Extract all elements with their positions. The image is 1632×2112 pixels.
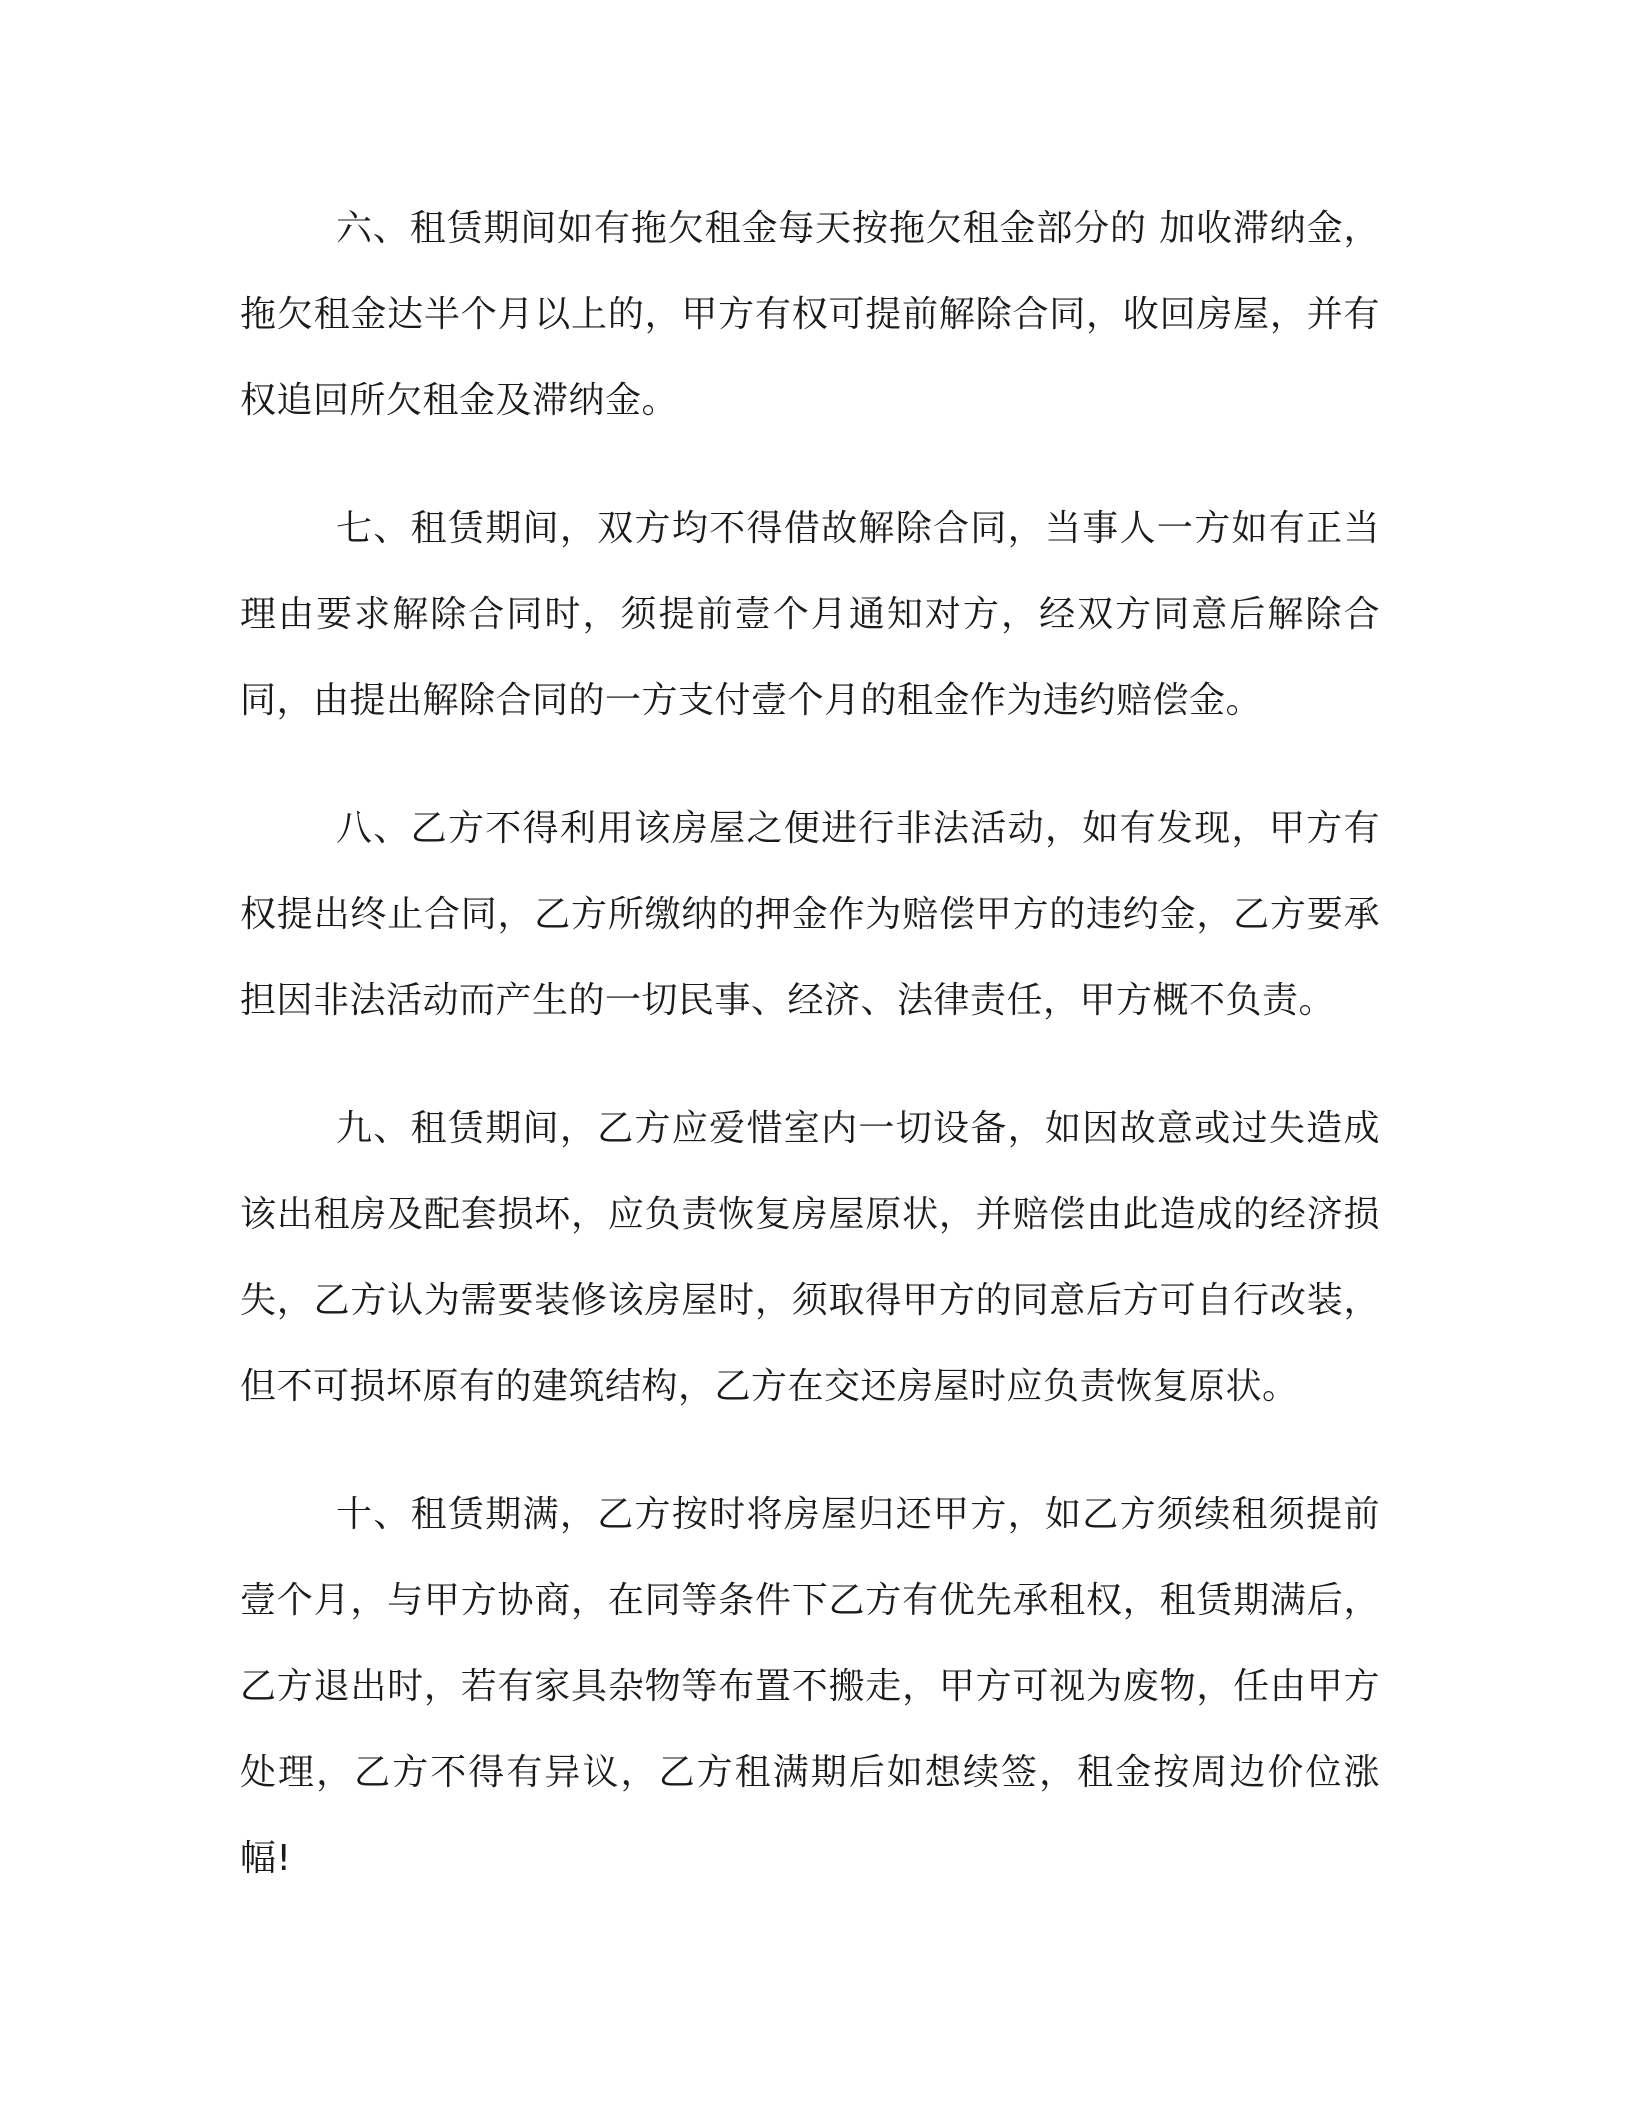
- clause-9-paragraph: 九、租赁期间，乙方应爱惜室内一切设备，如因故意或过失造成该出租房及配套损坏，应负责恢复房屋原状，并赔偿由此造成的经济损失，乙方认为需要装修该房屋时，须取得甲方的同意后方可自行改装，但不可损坏原有的建筑结构，乙方在交还房屋时应负责恢复原状。: [240, 1108, 1380, 1407]
- document-body: [240, 186, 1380, 1944]
- clause-7-paragraph: 七、租赁期间，双方均不得借故解除合同，当事人一方如有正当理由要求解除合同时，须提前壹个月通知对方，经双方同意后解除合同，由提出解除合同的一方支付壹个月的租金作为违约赔偿金。: [240, 508, 1380, 721]
- clause-6-paragraph: 六、租赁期间如有拖欠租金每天按拖欠租金部分的 加收滞纳金，拖欠租金达半个月以上的，甲方有权可提前解除合同，收回房屋，并有权追回所欠租金及滞纳金。: [240, 208, 1380, 421]
- clause-8-paragraph: 八、乙方不得利用该房屋之便进行非法活动，如有发现，甲方有权提出终止合同，乙方所缴纳的押金作为赔偿甲方的违约金，乙方要承担因非法活动而产生的一切民事、经济、法律责任，甲方概不负责。: [240, 808, 1380, 1021]
- clause-10-paragraph: 十、租赁期满，乙方按时将房屋归还甲方，如乙方须续租须提前壹个月，与甲方协商，在同等条件下乙方有优先承租权，租赁期满后，乙方退出时，若有家具杂物等布置不搬走，甲方可视为废物，任由甲方处理，乙方不得有异议，乙方租满期后如想续签，租金按周边价位涨幅!: [240, 1494, 1380, 1879]
